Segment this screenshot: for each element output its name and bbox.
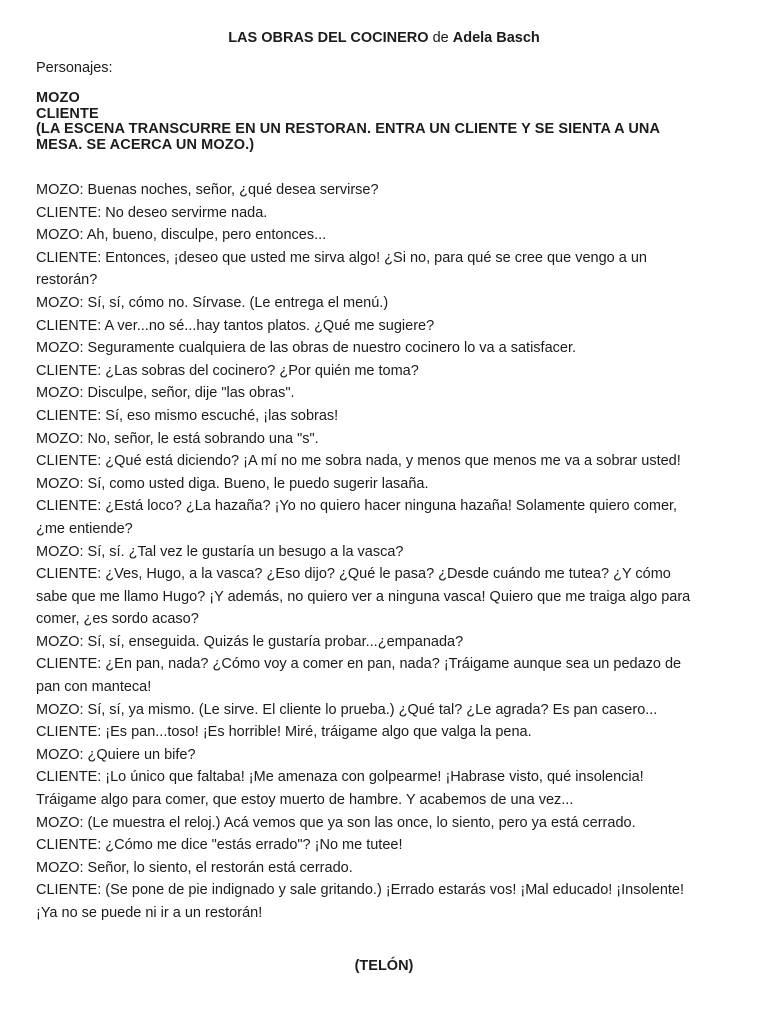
dialogue-line: restorán? xyxy=(36,272,98,289)
dialogue-line: MOZO: Sí, sí, ya mismo. (Le sirve. El cliente lo prueba.) ¿Qué tal? ¿Le agrada? Es pan casero... xyxy=(36,701,658,718)
stage-direction: MESA. SE ACERCA UN MOZO.) xyxy=(36,136,255,153)
dialogue-line: MOZO: Buenas noches, señor, ¿qué desea servirse? xyxy=(36,182,379,198)
play-title: LAS OBRAS DEL COCINERO xyxy=(228,30,429,46)
closing-curtain: (TELÓN) xyxy=(354,958,414,974)
dialogue-line: CLIENTE: ¿Está loco? ¿La hazaña? ¡Yo no quiero hacer ninguna hazaña! Solamente quiero comer, xyxy=(36,498,678,515)
title-connector: de xyxy=(432,30,449,46)
dialogue-line: CLIENTE: (Se pone de pie indignado y sale gritando.) ¡Errado estarás vos! ¡Mal educado! ¡Insolente! xyxy=(36,882,685,899)
dialogue-line: ¿me entiende? xyxy=(36,520,133,537)
dialogue-line: MOZO: No, señor, le está sobrando una "s". xyxy=(36,430,319,447)
dialogue-line: ¡Ya no se puede ni ir a un restorán! xyxy=(36,905,263,921)
dialogue-line: MOZO: Ah, bueno, disculpe, pero entonces... xyxy=(36,227,327,244)
dialogue-line: CLIENTE: ¡Lo único que faltaba! ¡Me amenaza con golpearme! ¡Habrase visto, qué insolencia! xyxy=(36,769,644,786)
dialogue-line: MOZO: Seguramente cualquiera de las obras de nuestro cocinero lo va a satisfacer. xyxy=(36,340,577,357)
dialogue-line: CLIENTE: ¿Qué está diciendo? ¡A mí no me sobra nada, y menos que menos me va a sobrar usted! xyxy=(36,453,681,470)
dialogue-block xyxy=(36,179,736,925)
dialogue-line: CLIENTE: ¡Es pan...toso! ¡Es horrible! Miré, tráigame algo que valga la pena. xyxy=(36,724,532,741)
dialogue-line: CLIENTE: Sí, eso mismo escuché, ¡las sobras! xyxy=(36,407,339,424)
dialogue-line: CLIENTE: ¿Ves, Hugo, a la vasca? ¿Eso dijo? ¿Qué le pasa? ¿Desde cuándo me tutea? ¿Y cómo xyxy=(36,566,671,583)
dialogue-line: MOZO: Sí, sí. ¿Tal vez le gustaría un besugo a la vasca? xyxy=(36,543,404,560)
dialogue-line: CLIENTE: ¿Las sobras del cocinero? ¿Por quién me toma? xyxy=(36,362,419,379)
dialogue-line: CLIENTE: No deseo servirme nada. xyxy=(36,204,268,221)
dialogue-line: MOZO: (Le muestra el reloj.) Acá vemos que ya son las once, lo siento, pero ya está cerrado. xyxy=(36,814,636,831)
dialogue-line: sabe que me llamo Hugo? ¡Y además, no quiero ver a ninguna vasca! Quiero que me traiga algo para xyxy=(36,588,691,605)
document-title xyxy=(0,30,768,46)
dialogue-line: MOZO: ¿Quiere un bife? xyxy=(36,746,196,763)
dialogue-line: CLIENTE: ¿Cómo me dice "estás errado"? ¡No me tutee! xyxy=(36,837,403,854)
dialogue-line: MOZO: Sí, sí, cómo no. Sírvase. (Le entrega el menú.) xyxy=(36,294,389,311)
dialogue-line: CLIENTE: Entonces, ¡deseo que usted me sirva algo! ¿Si no, para qué se cree que vengo a un xyxy=(36,249,647,266)
dialogue-line: MOZO: Disculpe, señor, dije "las obras". xyxy=(36,385,295,402)
cast-list xyxy=(36,91,736,153)
dialogue-line: MOZO: Sí, como usted diga. Bueno, le puedo sugerir lasaña. xyxy=(36,475,429,492)
dialogue-line: CLIENTE: A ver...no sé...hay tantos platos. ¿Qué me sugiere? xyxy=(36,317,435,334)
dialogue-line: pan con manteca! xyxy=(36,679,152,696)
stage-direction: (LA ESCENA TRANSCURRE EN UN RESTORAN. ENTRA UN CLIENTE Y SE SIENTA A UNA xyxy=(36,121,661,137)
dialogue-line: MOZO: Sí, sí, enseguida. Quizás le gustaría probar...¿empanada? xyxy=(36,633,464,650)
dialogue-line: MOZO: Señor, lo siento, el restorán está cerrado. xyxy=(36,859,353,876)
dialogue-line: CLIENTE: ¿En pan, nada? ¿Cómo voy a comer en pan, nada? ¡Tráigame aunque sea un pedazo de xyxy=(36,656,682,673)
personajes-label: Personajes: xyxy=(36,60,113,76)
dialogue-line: comer, ¿es sordo acaso? xyxy=(36,611,199,628)
author-name: Adela Basch xyxy=(452,30,540,46)
cast-item: MOZO xyxy=(36,90,80,106)
cast-item: CLIENTE xyxy=(36,105,99,122)
dialogue-line: Tráigame algo para comer, que estoy muerto de hambre. Y acabemos de una vez... xyxy=(36,792,574,809)
